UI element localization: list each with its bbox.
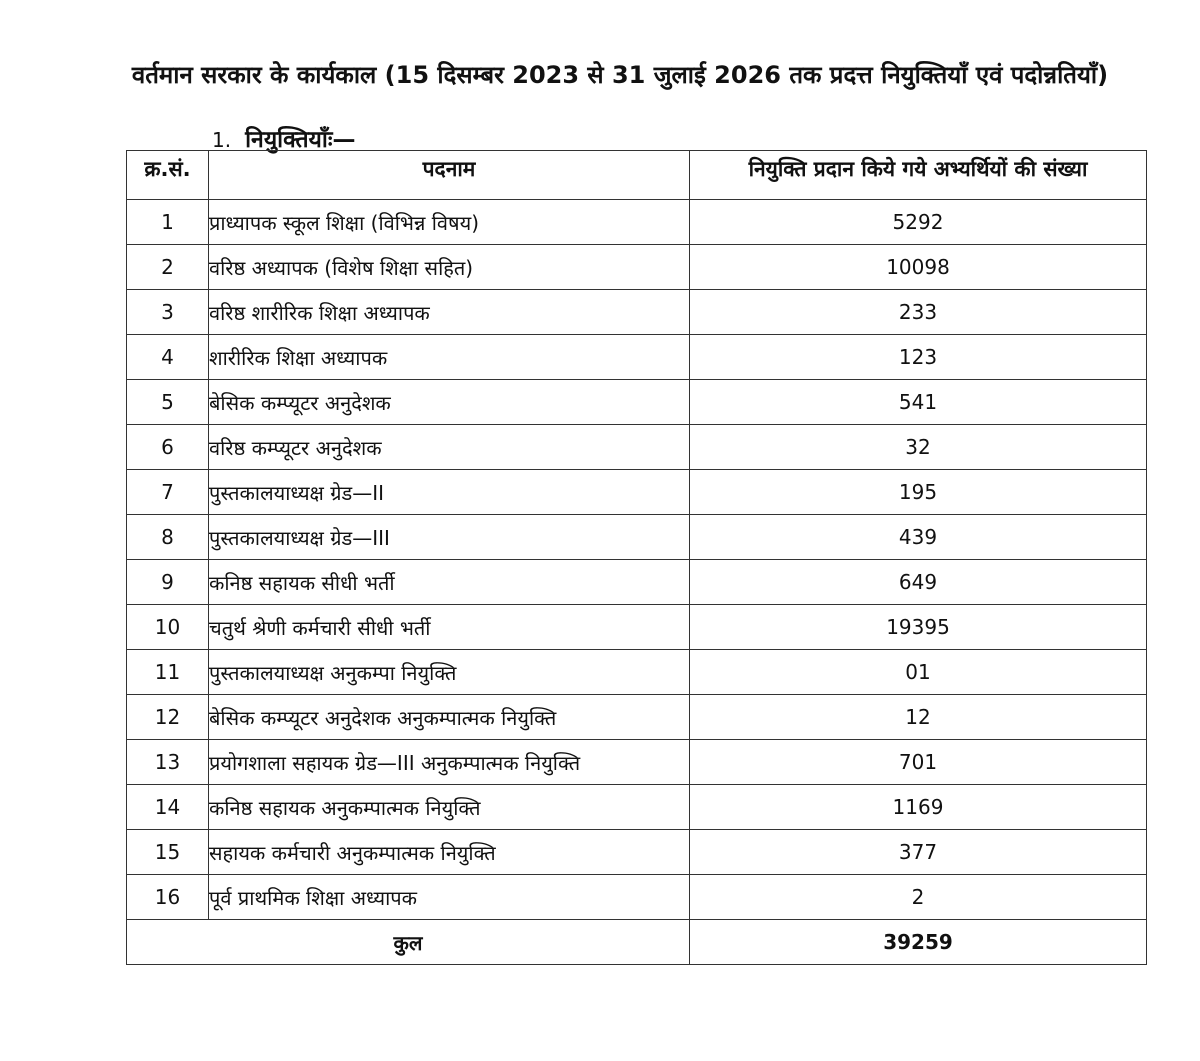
row-post: बेसिक कम्प्यूटर अनुदेशक अनुकम्पात्मक नियुक्ति <box>209 695 690 740</box>
row-count: 19395 <box>690 605 1147 650</box>
row-count: 439 <box>690 515 1147 560</box>
row-count: 233 <box>690 290 1147 335</box>
section-number: 1. <box>212 128 232 152</box>
table-row <box>127 200 1147 245</box>
table-row <box>127 605 1147 650</box>
row-post: शारीरिक शिक्षा अध्यापक <box>209 335 690 380</box>
row-serial: 10 <box>127 605 209 650</box>
header-post: पदनाम <box>209 151 690 200</box>
total-row <box>127 920 1147 965</box>
row-post: प्राध्यापक स्कूल शिक्षा (विभिन्न विषय) <box>209 200 690 245</box>
total-count: 39259 <box>690 920 1147 965</box>
row-count: 701 <box>690 740 1147 785</box>
row-count: 1169 <box>690 785 1147 830</box>
header-count: नियुक्ति प्रदान किये गये अभ्यर्थियों की संख्या <box>690 151 1147 200</box>
table-row <box>127 470 1147 515</box>
row-serial: 2 <box>127 245 209 290</box>
table-row <box>127 380 1147 425</box>
row-post: पुस्तकालयाध्यक्ष ग्रेड—III <box>209 515 690 560</box>
table-row <box>127 515 1147 560</box>
row-serial: 13 <box>127 740 209 785</box>
row-count: 541 <box>690 380 1147 425</box>
row-post: सहायक कर्मचारी अनुकम्पात्मक नियुक्ति <box>209 830 690 875</box>
row-post: प्रयोगशाला सहायक ग्रेड—III अनुकम्पात्मक नियुक्ति <box>209 740 690 785</box>
row-count: 12 <box>690 695 1147 740</box>
row-serial: 4 <box>127 335 209 380</box>
row-post: पुस्तकालयाध्यक्ष ग्रेड—II <box>209 470 690 515</box>
row-serial: 12 <box>127 695 209 740</box>
row-count: 32 <box>690 425 1147 470</box>
row-serial: 6 <box>127 425 209 470</box>
row-post: कनिष्ठ सहायक सीधी भर्ती <box>209 560 690 605</box>
row-serial: 7 <box>127 470 209 515</box>
row-count: 2 <box>690 875 1147 920</box>
row-serial: 16 <box>127 875 209 920</box>
table-row <box>127 740 1147 785</box>
row-post: पुस्तकालयाध्यक्ष अनुकम्पा नियुक्ति <box>209 650 690 695</box>
header-serial: क्र.सं. <box>127 151 209 200</box>
table-row <box>127 560 1147 605</box>
row-post: बेसिक कम्प्यूटर अनुदेशक <box>209 380 690 425</box>
row-post: चतुर्थ श्रेणी कर्मचारी सीधी भर्ती <box>209 605 690 650</box>
table-row <box>127 785 1147 830</box>
section-heading-text: नियुक्तियाँः— <box>245 127 356 153</box>
row-post: पूर्व प्राथमिक शिक्षा अध्यापक <box>209 875 690 920</box>
table-row <box>127 695 1147 740</box>
page-title: वर्तमान सरकार के कार्यकाल (15 दिसम्बर 2023 से 31 जुलाई 2026 तक प्रदत्त नियुक्तियाँ एवं पदोन्नतियाँ) <box>131 61 1109 89</box>
row-count: 195 <box>690 470 1147 515</box>
table-row <box>127 650 1147 695</box>
row-count: 123 <box>690 335 1147 380</box>
row-serial: 8 <box>127 515 209 560</box>
row-post: वरिष्ठ अध्यापक (विशेष शिक्षा सहित) <box>209 245 690 290</box>
row-post: वरिष्ठ कम्प्यूटर अनुदेशक <box>209 425 690 470</box>
row-serial: 15 <box>127 830 209 875</box>
table-row <box>127 875 1147 920</box>
table-row <box>127 335 1147 380</box>
row-serial: 3 <box>127 290 209 335</box>
row-count: 377 <box>690 830 1147 875</box>
total-label: कुल <box>127 920 690 965</box>
table-row <box>127 425 1147 470</box>
row-serial: 14 <box>127 785 209 830</box>
table-header-row <box>127 151 1147 200</box>
table-row <box>127 830 1147 875</box>
table-row <box>127 290 1147 335</box>
row-serial: 9 <box>127 560 209 605</box>
appointments-table <box>126 150 1147 965</box>
row-post: वरिष्ठ शारीरिक शिक्षा अध्यापक <box>209 290 690 335</box>
row-count: 5292 <box>690 200 1147 245</box>
row-post: कनिष्ठ सहायक अनुकम्पात्मक नियुक्ति <box>209 785 690 830</box>
row-serial: 1 <box>127 200 209 245</box>
row-count: 10098 <box>690 245 1147 290</box>
row-serial: 11 <box>127 650 209 695</box>
table-row <box>127 245 1147 290</box>
row-count: 01 <box>690 650 1147 695</box>
row-count: 649 <box>690 560 1147 605</box>
row-serial: 5 <box>127 380 209 425</box>
